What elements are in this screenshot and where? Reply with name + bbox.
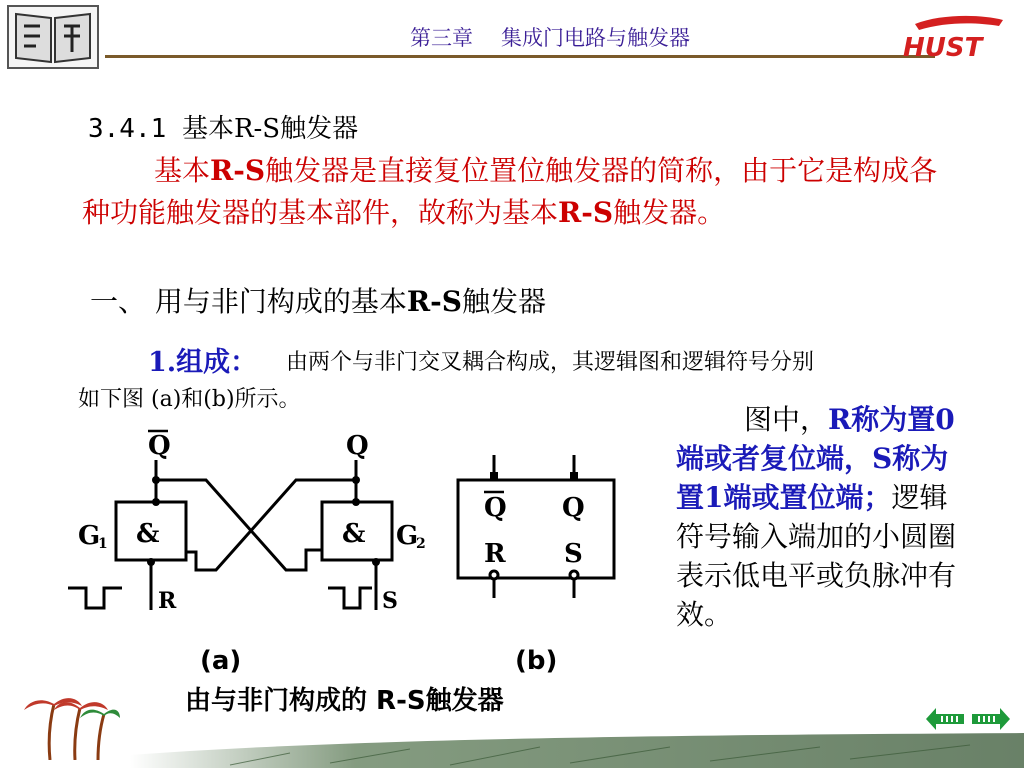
hust-logo-text: HUST: [903, 33, 983, 62]
section-title: 基本R-S触发器: [181, 114, 359, 144]
s-input-label-a: S: [382, 588, 398, 614]
note-rest: 逻辑符号输入端加的小圆圈表示低电平或负脉冲有效。: [676, 481, 957, 631]
terminal-note: [676, 400, 961, 634]
q-label-b: Q: [562, 493, 585, 523]
r-label-b: R: [484, 539, 506, 569]
section-heading: [88, 108, 358, 145]
subheading-suffix: 触发器: [462, 285, 547, 318]
para1-part1: 基本: [154, 154, 211, 187]
section-number: 3.4.1: [88, 114, 167, 144]
chapter-title: 集成门电路与触发器: [501, 26, 690, 50]
step1-description-line2: 如下图 (a)和(b)所示。: [78, 387, 301, 412]
subheading: [90, 280, 546, 320]
flipflop-box: [458, 480, 614, 578]
para1-part3: 触发器。: [613, 196, 726, 229]
subheading-rs: R-S: [406, 285, 463, 318]
chapter-label: 第三章: [410, 26, 473, 50]
definition-paragraph: [82, 150, 962, 234]
note-lead: 图中，: [744, 403, 829, 436]
header-divider: [105, 55, 935, 58]
next-slide-button[interactable]: [970, 704, 1012, 734]
next-arrow-icon: [972, 708, 1010, 730]
g1-subscript: 1: [98, 536, 108, 552]
figure-b-label: (b): [515, 646, 558, 676]
g1-and-symbol: &: [136, 519, 160, 549]
para1-part2: 触发器是直接复位置位触发器的简称，由于它是构成各种功能触发器的基本部件，故称为基本: [82, 154, 938, 229]
logic-diagram-a: [66, 420, 446, 630]
logic-symbol-b: [450, 450, 630, 600]
para1-rs2: R-S: [558, 196, 614, 229]
step1-description: 由两个与非门交叉耦合构成，其逻辑图和逻辑符号分别: [286, 350, 815, 375]
note-rs-description: R称为置0端或者复位端，S称为置1端或置位端；: [676, 403, 955, 514]
g2-label: G: [396, 521, 419, 551]
r-input-label-a: R: [158, 588, 177, 614]
step1-label: 1.组成：: [148, 347, 258, 378]
q-label-a: Q: [346, 431, 369, 461]
qbar-label-a: Q: [148, 431, 171, 461]
g1-label: G: [78, 521, 101, 551]
figure-a-label: (a): [200, 646, 242, 676]
prev-arrow-icon: [926, 708, 964, 730]
subheading-prefix: 一、 用与非门构成的基本: [90, 285, 407, 318]
g2-subscript: 2: [416, 536, 426, 552]
hust-logo-icon: [895, 12, 1005, 62]
palm-tree-icon: [20, 680, 120, 760]
header-title: [0, 22, 1024, 52]
prev-slide-button[interactable]: [924, 704, 966, 734]
figure-caption: 由与非门构成的 R-S触发器: [185, 686, 504, 716]
grass-decoration: [130, 715, 1024, 768]
qbar-label-b: Q: [484, 493, 507, 523]
g2-and-symbol: &: [342, 519, 366, 549]
para1-rs1: R-S: [210, 154, 266, 187]
s-label-b: S: [564, 539, 583, 569]
